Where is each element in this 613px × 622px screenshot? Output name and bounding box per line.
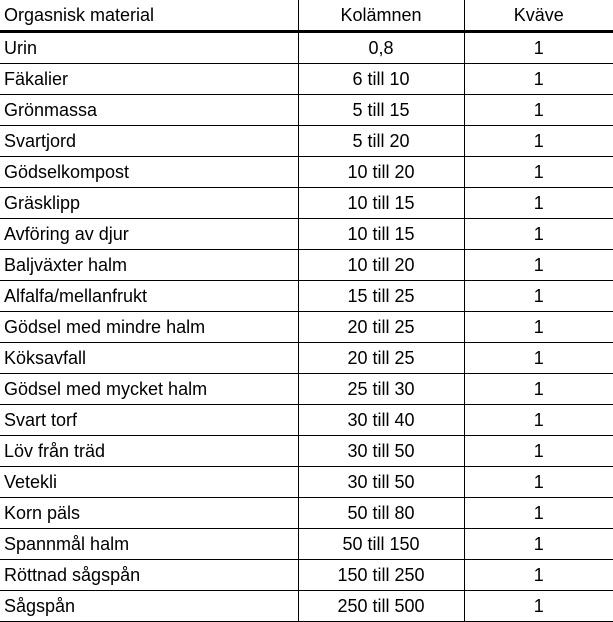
cell-material: Urin xyxy=(0,31,298,63)
cell-carbon: 10 till 15 xyxy=(298,187,464,218)
table-row xyxy=(0,559,613,590)
table-row xyxy=(0,435,613,466)
cell-carbon: 20 till 25 xyxy=(298,311,464,342)
cell-carbon: 15 till 25 xyxy=(298,280,464,311)
cell-carbon: 5 till 15 xyxy=(298,94,464,125)
cell-carbon: 50 till 80 xyxy=(298,497,464,528)
column-header-carbon: Kolämnen xyxy=(298,0,464,31)
table-row xyxy=(0,31,613,63)
cell-nitrogen: 1 xyxy=(464,590,613,621)
cell-nitrogen: 1 xyxy=(464,342,613,373)
cell-material: Löv från träd xyxy=(0,435,298,466)
cell-carbon: 6 till 10 xyxy=(298,63,464,94)
table-row xyxy=(0,311,613,342)
cell-material: Gödselkompost xyxy=(0,156,298,187)
cell-nitrogen: 1 xyxy=(464,435,613,466)
table-row xyxy=(0,218,613,249)
cell-material: Grönmassa xyxy=(0,94,298,125)
cell-material: Svartjord xyxy=(0,125,298,156)
cell-carbon: 30 till 50 xyxy=(298,466,464,497)
table-row xyxy=(0,94,613,125)
cell-carbon: 5 till 20 xyxy=(298,125,464,156)
table-row xyxy=(0,125,613,156)
cell-material: Korn päls xyxy=(0,497,298,528)
cell-material: Fäkalier xyxy=(0,63,298,94)
cell-carbon: 20 till 25 xyxy=(298,342,464,373)
cell-material: Spannmål halm xyxy=(0,528,298,559)
cell-nitrogen: 1 xyxy=(464,187,613,218)
table-row xyxy=(0,404,613,435)
cell-carbon: 25 till 30 xyxy=(298,373,464,404)
table-row xyxy=(0,280,613,311)
table-body xyxy=(0,31,613,621)
cell-material: Röttnad sågspån xyxy=(0,559,298,590)
table-row xyxy=(0,342,613,373)
cell-carbon: 150 till 250 xyxy=(298,559,464,590)
column-header-nitrogen: Kväve xyxy=(464,0,613,31)
table-header-row xyxy=(0,0,613,31)
table-row xyxy=(0,528,613,559)
cell-carbon: 10 till 15 xyxy=(298,218,464,249)
cell-material: Svart torf xyxy=(0,404,298,435)
cell-nitrogen: 1 xyxy=(464,31,613,63)
cell-material: Alfalfa/mellanfrukt xyxy=(0,280,298,311)
cell-material: Gräsklipp xyxy=(0,187,298,218)
cell-nitrogen: 1 xyxy=(464,404,613,435)
cell-nitrogen: 1 xyxy=(464,249,613,280)
cell-nitrogen: 1 xyxy=(464,94,613,125)
cell-nitrogen: 1 xyxy=(464,125,613,156)
cell-nitrogen: 1 xyxy=(464,311,613,342)
cell-carbon: 30 till 50 xyxy=(298,435,464,466)
cell-carbon: 0,8 xyxy=(298,31,464,63)
cell-nitrogen: 1 xyxy=(464,373,613,404)
cell-material: Vetekli xyxy=(0,466,298,497)
table-row xyxy=(0,156,613,187)
cell-material: Sågspån xyxy=(0,590,298,621)
cell-material: Köksavfall xyxy=(0,342,298,373)
cell-nitrogen: 1 xyxy=(464,218,613,249)
cell-nitrogen: 1 xyxy=(464,63,613,94)
table-row xyxy=(0,466,613,497)
cell-material: Baljväxter halm xyxy=(0,249,298,280)
cell-nitrogen: 1 xyxy=(464,156,613,187)
cell-carbon: 250 till 500 xyxy=(298,590,464,621)
cell-nitrogen: 1 xyxy=(464,280,613,311)
cell-material: Gödsel med mycket halm xyxy=(0,373,298,404)
column-header-material: Orgasnisk material xyxy=(0,0,298,31)
cell-nitrogen: 1 xyxy=(464,466,613,497)
cell-nitrogen: 1 xyxy=(464,559,613,590)
cell-nitrogen: 1 xyxy=(464,528,613,559)
cell-material: Avföring av djur xyxy=(0,218,298,249)
cell-carbon: 30 till 40 xyxy=(298,404,464,435)
cell-nitrogen: 1 xyxy=(464,497,613,528)
cell-carbon: 50 till 150 xyxy=(298,528,464,559)
table-row xyxy=(0,373,613,404)
cell-material: Gödsel med mindre halm xyxy=(0,311,298,342)
table-row xyxy=(0,590,613,621)
table-row xyxy=(0,63,613,94)
cell-carbon: 10 till 20 xyxy=(298,156,464,187)
cell-carbon: 10 till 20 xyxy=(298,249,464,280)
table-row xyxy=(0,249,613,280)
table-row xyxy=(0,497,613,528)
table-row xyxy=(0,187,613,218)
